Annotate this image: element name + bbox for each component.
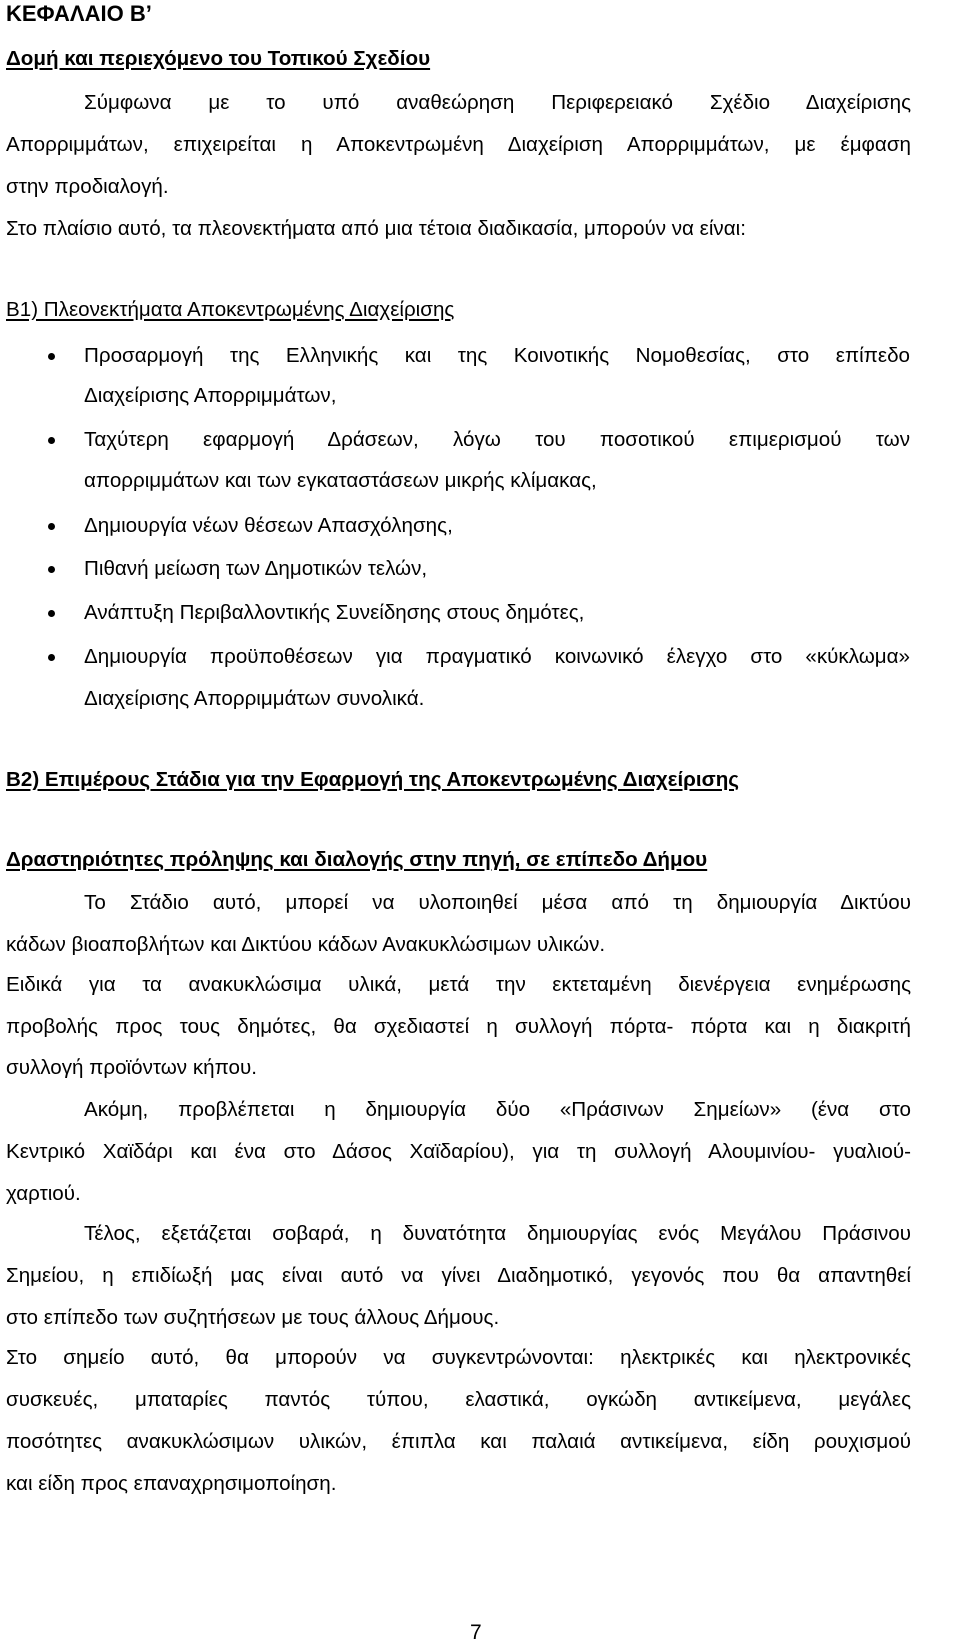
bullet-1-line-1: Προσαρμογή της Ελληνικής και της Κοινοτικής Νομοθεσίας, στο επίπεδο bbox=[84, 344, 910, 367]
para-4-line-2: Σημείου, η επιδίωξή μας είναι αυτό να γίνει Διαδημοτικό, γεγονός που θα απαντηθεί bbox=[6, 1264, 911, 1287]
bullet-dot bbox=[48, 523, 55, 530]
para-2-line-2: προβολής προς τους δημότες, θα σχεδιαστεί η συλλογή πόρτα- πόρτα και η διακριτή bbox=[6, 1015, 911, 1038]
bullet-2-line-2: απορριμμάτων και των εγκαταστάσεων μικρής κλίμακας, bbox=[84, 469, 597, 492]
para-5-line-4: και είδη προς επαναχρησιμοποίηση. bbox=[6, 1472, 337, 1495]
para-4-line-3: στο επίπεδο των συζητήσεων με τους άλλους Δήμους. bbox=[6, 1306, 500, 1329]
para-2-line-3: συλλογή προϊόντων κήπου. bbox=[6, 1056, 257, 1079]
bullet-2-line-1: Ταχύτερη εφαρμογή Δράσεων, λόγω του ποσοτικού επιμερισμού των bbox=[84, 428, 910, 451]
bullet-1-line-2: Διαχείρισης Απορριμμάτων, bbox=[84, 384, 337, 407]
para-3-line-3: χαρτιού. bbox=[6, 1182, 81, 1205]
page-number: 7 bbox=[470, 1621, 482, 1644]
para-3-line-1: Ακόμη, προβλέπεται η δημιουργία δύο «Πράσινων Σημείων» (ένα στο bbox=[84, 1098, 911, 1121]
b1-title: Β1) Πλεονεκτήματα Αποκεντρωμένης Διαχείρισης bbox=[6, 298, 455, 321]
bullet-5-line-1: Ανάπτυξη Περιβαλλοντικής Συνείδησης στους δημότες, bbox=[84, 601, 585, 624]
intro-line-1: Σύμφωνα με το υπό αναθεώρηση Περιφερειακό Σχέδιο Διαχείρισης bbox=[84, 91, 911, 114]
para-3-line-2: Κεντρικό Χαϊδάρι και ένα στο Δάσος Χαϊδαρίου), για τη συλλογή Αλουμινίου- γυαλιού- bbox=[6, 1140, 911, 1163]
intro-line-4: Στο πλαίσιο αυτό, τα πλεονεκτήματα από μια τέτοια διαδικασία, μπορούν να είναι: bbox=[6, 217, 746, 240]
para-2-line-1: Ειδικά για τα ανακυκλώσιμα υλικά, μετά την εκτεταμένη διενέργεια ενημέρωσης bbox=[6, 973, 911, 996]
para-1-line-2: κάδων βιοαποβλήτων και Δικτύου κάδων Ανακυκλώσιμων υλικών. bbox=[6, 933, 606, 956]
section-title: Δομή και περιεχόμενο του Τοπικού Σχεδίου bbox=[6, 47, 431, 70]
b2-subtitle: Δραστηριότητες πρόληψης και διαλογής στην πηγή, σε επίπεδο Δήμου bbox=[6, 848, 708, 871]
b2-title: Β2) Επιμέρους Στάδια για την Εφαρμογή της Αποκεντρωμένης Διαχείρισης bbox=[6, 768, 740, 791]
bullet-dot bbox=[48, 654, 55, 661]
bullet-6-line-2: Διαχείρισης Απορριμμάτων συνολικά. bbox=[84, 687, 425, 710]
para-5-line-3: ποσότητες ανακυκλώσιμων υλικών, έπιπλα και παλαιά αντικείμενα, είδη ρουχισμού bbox=[6, 1430, 911, 1453]
bullet-6-line-1: Δημιουργία προϋποθέσεων για πραγματικό κοινωνικό έλεγχο στο «κύκλωμα» bbox=[84, 645, 910, 668]
intro-line-3: στην προδιαλογή. bbox=[6, 175, 169, 198]
para-4-line-1: Τέλος, εξετάζεται σοβαρά, η δυνατότητα δημιουργίας ενός Μεγάλου Πράσινου bbox=[84, 1222, 911, 1245]
para-1-line-1: Το Στάδιο αυτό, μπορεί να υλοποιηθεί μέσα από τη δημιουργία Δικτύου bbox=[84, 891, 911, 914]
para-5-line-1: Στο σημείο αυτό, θα μπορούν να συγκεντρώνονται: ηλεκτρικές και ηλεκτρονικές bbox=[6, 1346, 911, 1369]
bullet-3-line-1: Δημιουργία νέων θέσεων Απασχόλησης, bbox=[84, 514, 453, 537]
bullet-dot bbox=[48, 353, 55, 360]
bullet-4-line-1: Πιθανή μείωση των Δημοτικών τελών, bbox=[84, 557, 428, 580]
chapter-title: ΚΕΦΑΛΑΙΟ Β’ bbox=[6, 1, 152, 26]
bullet-dot bbox=[48, 610, 55, 617]
para-5-line-2: συσκευές, μπαταρίες παντός τύπου, ελαστικά, ογκώδη αντικείμενα, μεγάλες bbox=[6, 1388, 911, 1411]
bullet-dot bbox=[48, 437, 55, 444]
intro-line-2: Απορριμμάτων, επιχειρείται η Αποκεντρωμένη Διαχείριση Απορριμμάτων, με έμφαση bbox=[6, 133, 911, 156]
bullet-dot bbox=[48, 566, 55, 573]
